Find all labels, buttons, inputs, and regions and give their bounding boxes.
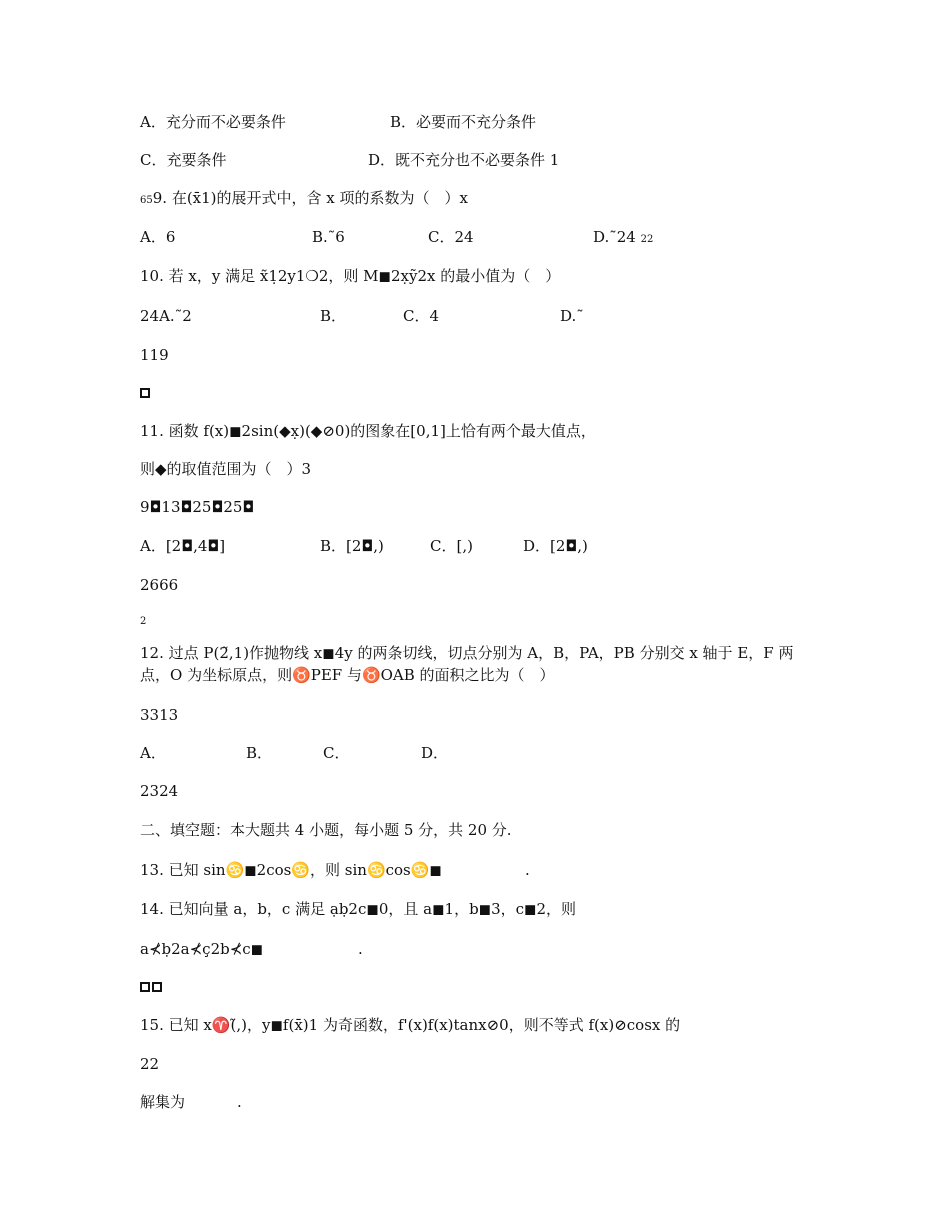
q11-option-c: C．[,) — [430, 537, 473, 555]
q9-option-d-suffix: 22 — [640, 234, 654, 245]
q14-stem: 14. 已知向量 a，b，c 满足 ạḅ2c◼0，且 a◼1，b◼3，c◼2，则 — [140, 900, 577, 918]
q12-stem2: 点，O 为坐标原点，则♉PEF 与♉OAB 的面积之比为（ ） — [140, 666, 555, 684]
q12-option-a: A． — [140, 744, 166, 762]
placeholder-box-icon — [140, 388, 150, 398]
q11-fragment2: 2666 — [140, 576, 179, 594]
q10-fragment: 119 — [140, 346, 169, 364]
q12-option-b: B． — [246, 744, 273, 762]
q9-option-c: C．24 — [428, 228, 474, 246]
q9-option-b: B.˜6 — [312, 228, 345, 246]
q9-stem-text: 9. 在(x̄1)的展开式中，含 x 项的系数为（ ）x — [152, 189, 468, 207]
q12-stem: 12. 过点 P(2̃,1)作抛物线 x◼4y 的两条切线，切点分别为 A，B，PA，PB 分别交 x 轴于 E，F 两 — [140, 644, 794, 662]
q15-fragment: 22 — [140, 1055, 160, 1073]
q11-option-a: A．[2◘,4◘] — [140, 537, 226, 555]
q8-option-b: B．必要而不充分条件 — [390, 113, 537, 131]
q8-option-a: A．充分而不必要条件 — [140, 113, 286, 131]
q11-fragment3: 2 — [140, 616, 147, 627]
q15-stem2: 解集为 — [140, 1093, 186, 1111]
q10-stem: 10. 若 x，y 满足 x̃1̣2y1❍2，则 M◼2x̣ỹ2x 的最小值为（ ） — [140, 267, 561, 285]
q12-option-d: D． — [421, 744, 449, 762]
q10-option-c: C．4 — [403, 307, 440, 325]
q12-fragment: 3313 — [140, 706, 179, 724]
q11-option-d: D．[2◘,) — [523, 537, 588, 555]
q9-option-d: D.˜24 22 — [593, 228, 654, 246]
section-title: 二、填空题：本大题共 4 小题，每小题 5 分，共 20 分. — [140, 821, 512, 839]
q11-fragment: 9◘13◘25◘25◘ — [140, 498, 255, 516]
q11-stem2: 则◆的取值范围为（ ）3 — [140, 460, 312, 478]
q13-stem: 13. 已知 sin♋◼2cos♋，则 sin♋cos♋◼ — [140, 861, 442, 879]
q14-blank-end: . — [358, 940, 363, 958]
q10-box-row — [140, 382, 152, 402]
q8-option-c: C．充要条件 — [140, 151, 227, 169]
q14-stem2: a⊀ḅ2a⊀ç2b⊀c◼ — [140, 940, 264, 958]
q15-blank-end: . — [237, 1093, 242, 1111]
q12-fragment2: 2324 — [140, 782, 179, 800]
q15-stem: 15. 已知 x♈(̃,)，y◼f(x̄)1 为奇函数，f'(x)f(x)tanx⊘0，则不等式 f(x)⊘cosx 的 — [140, 1016, 681, 1034]
q10-option-a: 24A.˜2 — [140, 307, 192, 325]
q14-box-row — [140, 976, 164, 996]
q9-prefix: 65 — [140, 195, 153, 206]
placeholder-box-icon — [140, 982, 150, 992]
q9-stem — [140, 188, 468, 211]
q8-option-d: D．既不充分也不必要条件 1 — [368, 151, 560, 169]
q13-blank-end: . — [525, 861, 530, 879]
q10-option-b: B． — [320, 307, 347, 325]
q11-option-b: B．[2◘,) — [320, 537, 384, 555]
q9-option-a: A．6 — [140, 228, 176, 246]
q10-option-d: D.˜ — [560, 307, 584, 325]
q12-option-c: C． — [323, 744, 350, 762]
q11-stem: 11. 函数 f(x)◼2sin(◆x̣)(◆⊘0)的图象在[0,1]上恰有两个最大值点， — [140, 422, 596, 440]
placeholder-box-icon — [152, 982, 162, 992]
